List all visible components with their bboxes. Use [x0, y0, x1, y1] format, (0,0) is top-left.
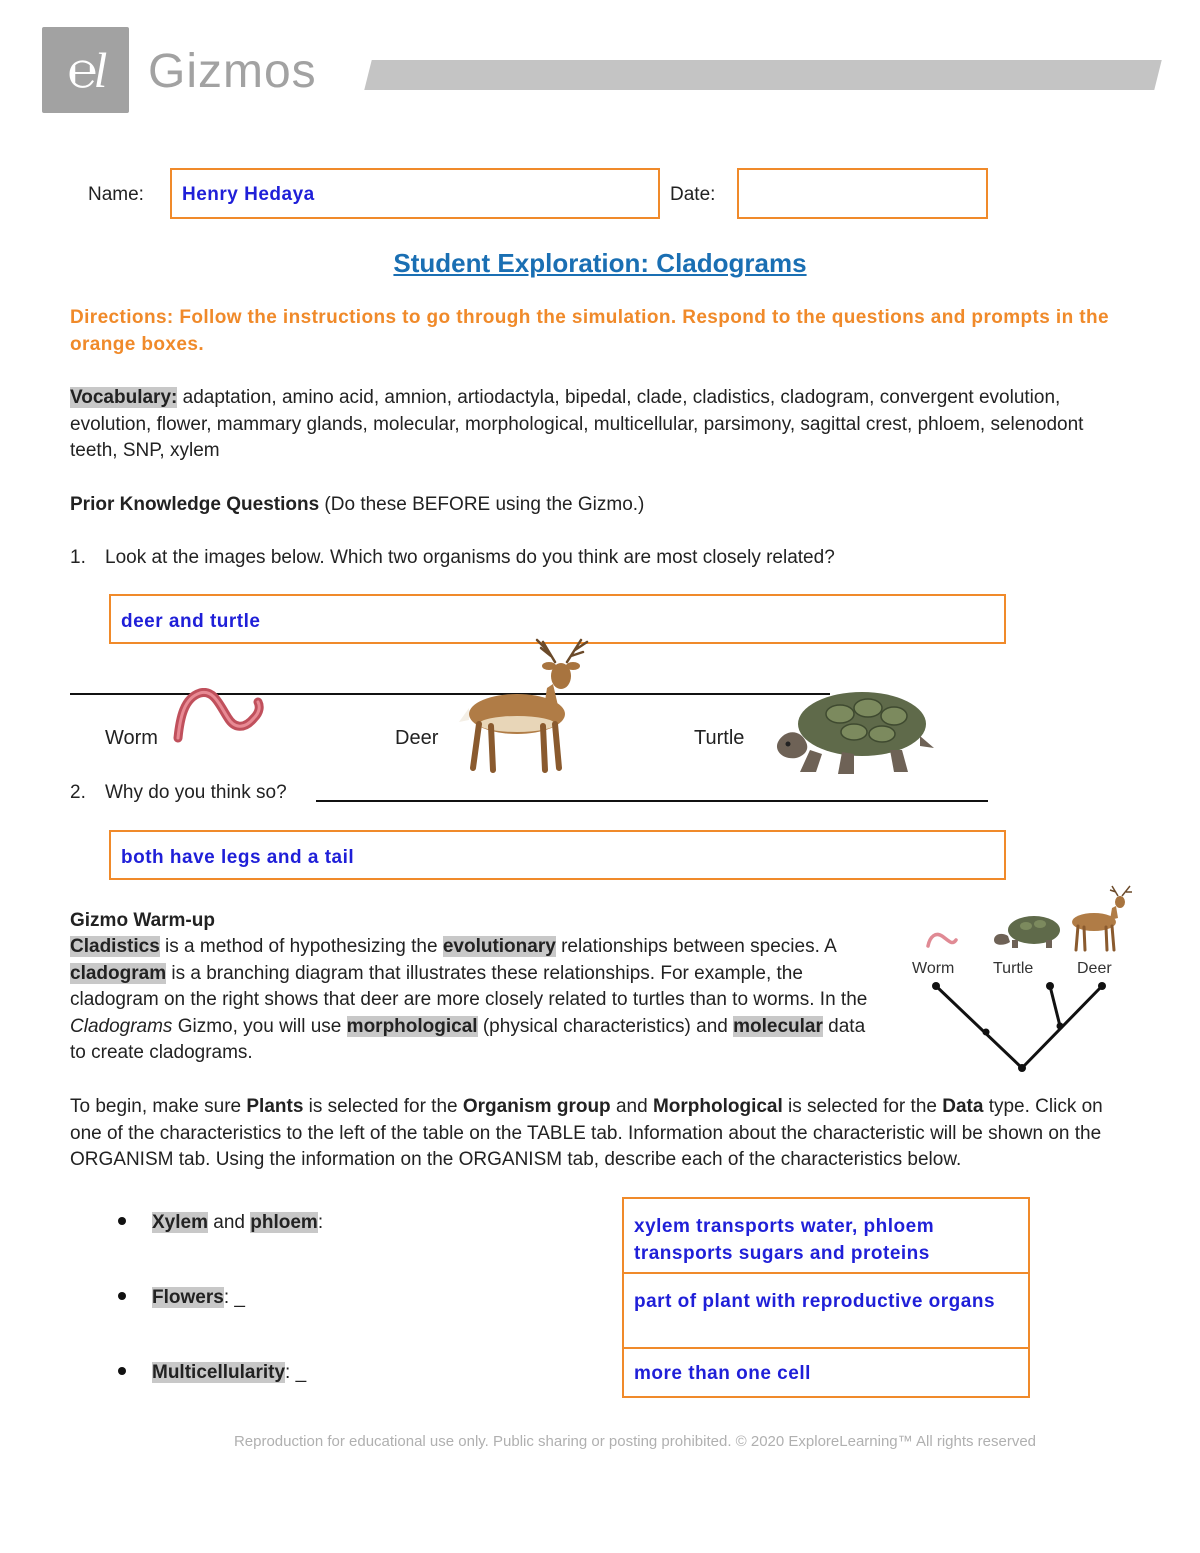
mini-deer-icon	[1072, 886, 1132, 950]
question-2-blank-line	[316, 800, 988, 802]
question-1-number: 1.	[70, 547, 86, 568]
term-cladistics: Cladistics	[70, 936, 160, 957]
term-flowers: Flowers	[152, 1287, 224, 1308]
text-span: type. Click on one of the characteristics to the left of the table on the TABLE tab. Information about the characteristic will be shown on the ORGANISM tab. Using the information on the ORGANISM tab, describe each of the characteristics below.	[70, 1096, 1103, 1170]
name-field[interactable]	[170, 168, 660, 219]
text-span: : _	[285, 1362, 307, 1383]
text-span: is selected for the	[782, 1096, 943, 1117]
bullet-dot	[118, 1292, 126, 1300]
gizmo-name-italic: Cladograms	[70, 1015, 173, 1037]
term-plants: Plants	[246, 1096, 304, 1117]
cladogram-label-worm: Worm	[912, 960, 955, 977]
question-2-text: Why do you think so?	[105, 782, 287, 803]
bullet-flowers	[118, 1287, 245, 1309]
name-value: Henry Hedaya	[182, 184, 315, 205]
term-morphological-bold: Morphological	[652, 1096, 783, 1117]
term-multicellularity: Multicellularity	[152, 1362, 286, 1383]
turtle-label: Turtle	[694, 727, 745, 749]
xylem-phloem-answer-box[interactable]	[622, 1197, 1030, 1274]
text-span: : _	[223, 1287, 245, 1308]
worm-image	[170, 688, 270, 744]
question-2-number: 2.	[70, 782, 86, 803]
multicellularity-answer: more than one cell	[634, 1363, 811, 1384]
worm-label: Worm	[105, 727, 158, 749]
gizmos-brand: Gizmos	[148, 45, 317, 98]
term-molecular: molecular	[733, 1015, 823, 1037]
multicellularity-answer-box[interactable]	[622, 1347, 1030, 1398]
bullet-multicellularity	[118, 1362, 306, 1384]
text-span: relationships between species. A	[555, 936, 836, 957]
text-span: data to create cladograms.	[70, 1015, 866, 1063]
vocabulary-label: Vocabulary:	[70, 387, 178, 408]
text-span: is selected for the	[303, 1096, 463, 1117]
xylem-phloem-answer: xylem transports water, phloem transports sugars and proteins	[634, 1216, 935, 1264]
prior-knowledge-heading	[70, 492, 644, 519]
mini-turtle-icon	[994, 916, 1060, 948]
text-span: To begin, make sure	[70, 1096, 247, 1117]
text-span: :	[317, 1212, 324, 1233]
text-span: and	[207, 1212, 251, 1233]
term-organism-group: Organism group	[462, 1096, 611, 1117]
vocabulary-paragraph	[70, 385, 1135, 465]
question-2-answer: both have legs and a tail	[121, 847, 355, 868]
cladogram-label-turtle: Turtle	[993, 960, 1034, 977]
date-field[interactable]	[737, 168, 988, 219]
footer-copyright: Reproduction for educational use only. Public sharing or posting prohibited. © 2020 ExploreLearning™ All rights reserved	[233, 1433, 1037, 1450]
warmup-paragraph-2	[70, 1094, 1130, 1174]
flowers-answer-box[interactable]	[622, 1272, 1030, 1349]
cladogram-label-deer: Deer	[1077, 960, 1112, 977]
prior-knowledge-title: Prior Knowledge Questions	[70, 494, 320, 515]
explorelearning-logo: ℮l	[42, 27, 129, 113]
term-xylem: Xylem	[152, 1212, 208, 1233]
term-cladogram: cladogram	[70, 962, 167, 984]
question-1-answer: deer and turtle	[121, 611, 261, 632]
term-data: Data	[942, 1096, 984, 1117]
text-span: Gizmo, you will use	[172, 1015, 347, 1037]
bullet-xylem-phloem	[118, 1212, 323, 1234]
question-1-text: Look at the images below. Which two organisms do you think are most closely related?	[105, 547, 835, 568]
mini-worm-icon	[928, 934, 956, 946]
warmup-heading: Gizmo Warm-up	[70, 910, 215, 931]
header-bar	[364, 60, 1161, 90]
deer-image	[455, 632, 595, 774]
term-phloem: phloem	[250, 1212, 318, 1233]
flowers-answer: part of plant with reproductive organs	[634, 1291, 996, 1312]
term-morphological: morphological	[346, 1015, 478, 1037]
prior-knowledge-note: (Do these BEFORE using the Gizmo.)	[319, 494, 645, 515]
term-evolutionary: evolutionary	[442, 936, 556, 957]
date-label: Date:	[670, 184, 716, 205]
text-span: and	[610, 1096, 653, 1117]
text-span: is a method of hypothesizing the	[159, 936, 443, 957]
question-2-answer-box[interactable]	[109, 830, 1006, 880]
cladogram-diagram	[922, 884, 1137, 1074]
bullet-dot	[118, 1217, 126, 1225]
deer-label: Deer	[395, 727, 439, 749]
vocabulary-list: adaptation, amino acid, amnion, artiodactyla, bipedal, clade, cladistics, cladogram, convergent evolution, evolution, flower, mammary glands, molecular, morphological, multicellular, parsimony, sagittal crest, phloem, selenodont teeth, SNP, xylem	[70, 387, 1084, 461]
text-span: (physical characteristics) and	[477, 1015, 734, 1037]
text-span: is a branching diagram that illustrates these relationships. For example, the cladogram on the right shows that deer are more closely related to turtles than to worms. In the	[70, 962, 868, 1010]
bullet-dot	[118, 1367, 126, 1375]
turtle-image	[770, 688, 935, 780]
directions-text: Directions: Follow the instructions to go through the simulation. Respond to the questions and prompts in the orange boxes.	[70, 307, 1109, 355]
page-title: Student Exploration: Cladograms	[393, 248, 807, 278]
name-label: Name:	[88, 184, 144, 205]
warmup-paragraph-1	[70, 934, 885, 1067]
